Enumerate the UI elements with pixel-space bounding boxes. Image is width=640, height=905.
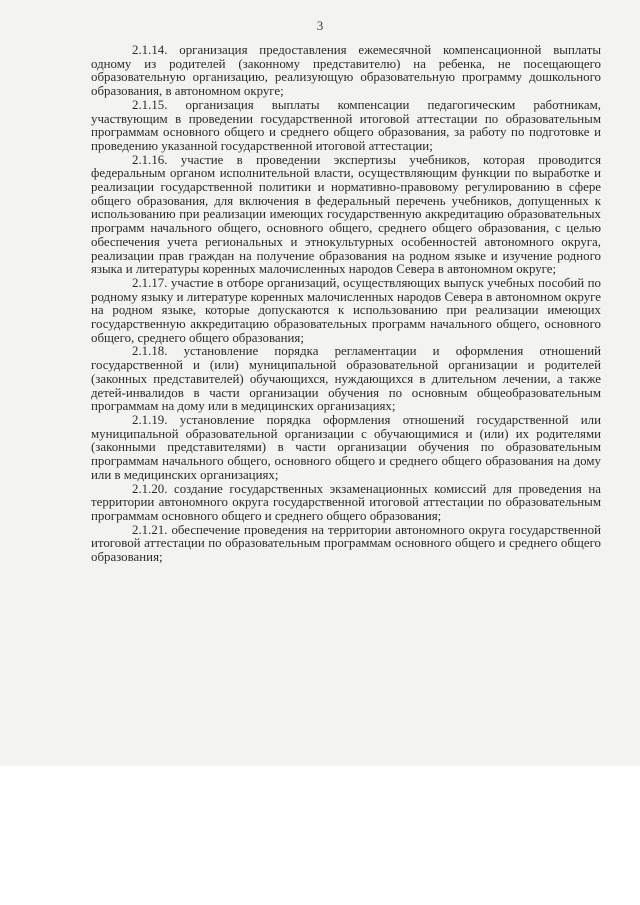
paragraph-2-1-21: 2.1.21. обеспечение проведения на территории автономного округа государственной итоговой аттестации по образовательным программам основного общего и среднего общего образования; <box>91 522 601 565</box>
paragraph-2-1-18: 2.1.18. установление порядка регламентации и оформления отношений государственной и (или) муниципальной образовательной организации и родителей (законных представителей) обучающихся, нуждающихся в длительном лечении, а также детей-инвалидов в части организации обучения по основным общеобразовательным программам на дому или в медицинских организациях; <box>91 344 601 414</box>
page-number: 3 <box>316 18 324 33</box>
document-body <box>91 44 601 565</box>
paragraph-2-1-17: 2.1.17. участие в отборе организаций, осуществляющих выпуск учебных пособий по родному языку и литературе коренных малочисленных народов Севера в автономном округе на родном языке, которые допускаются к использованию при реализации имеющих государственную аккредитацию образовательных программ начального общего, основного общего, среднего общего образования; <box>91 275 601 345</box>
paragraph-2-1-14: 2.1.14. организация предоставления ежемесячной компенсационной выплаты одному из родителей (законному представителю) на ребенка, не посещающего образовательную организацию, реализующую образовательную программу дошкольного образования, в автономном округе; <box>91 43 601 99</box>
blank-area <box>0 766 640 905</box>
paragraph-2-1-19: 2.1.19. установление порядка оформления отношений государственной или муниципальной образовательной организации с обучающимися и (или) их родителями (законными представителями) в части организации обучения по образовательным программам начального общего, основного общего и среднего общего образования на дому или в медицинских организациях; <box>91 412 601 482</box>
paragraph-2-1-20: 2.1.20. создание государственных экзаменационных комиссий для проведения на территории автономного округа государственной итоговой аттестации по образовательным программам основного общего и среднего общего образования; <box>91 481 601 523</box>
paragraph-2-1-15: 2.1.15. организация выплаты компенсации педагогическим работникам, участвующим в проведении государственной итоговой аттестации по образовательным программам основного общего и среднего общего образования, за работу по подготовке и проведению указанной государственной итоговой аттестации; <box>91 97 601 153</box>
paragraph-2-1-16: 2.1.16. участие в проведении экспертизы учебников, которая проводится федеральным органом исполнительной власти, осуществляющим функции по выработке и реализации государственной политики и нормативно-правовому регулированию в сфере общего образования, для включения в федеральный перечень учебников, допущенных к использованию при реализации имеющих государственную аккредитацию образовательных программ начального общего, основного общего, среднего общего образования, с целью обеспечения учета региональных и этнокультурных особенностей автономного округа, реализации прав граждан на получение образования на родном языке и изучение родного языка и литературы коренных малочисленных народов Севера в автономном округе; <box>91 152 601 277</box>
